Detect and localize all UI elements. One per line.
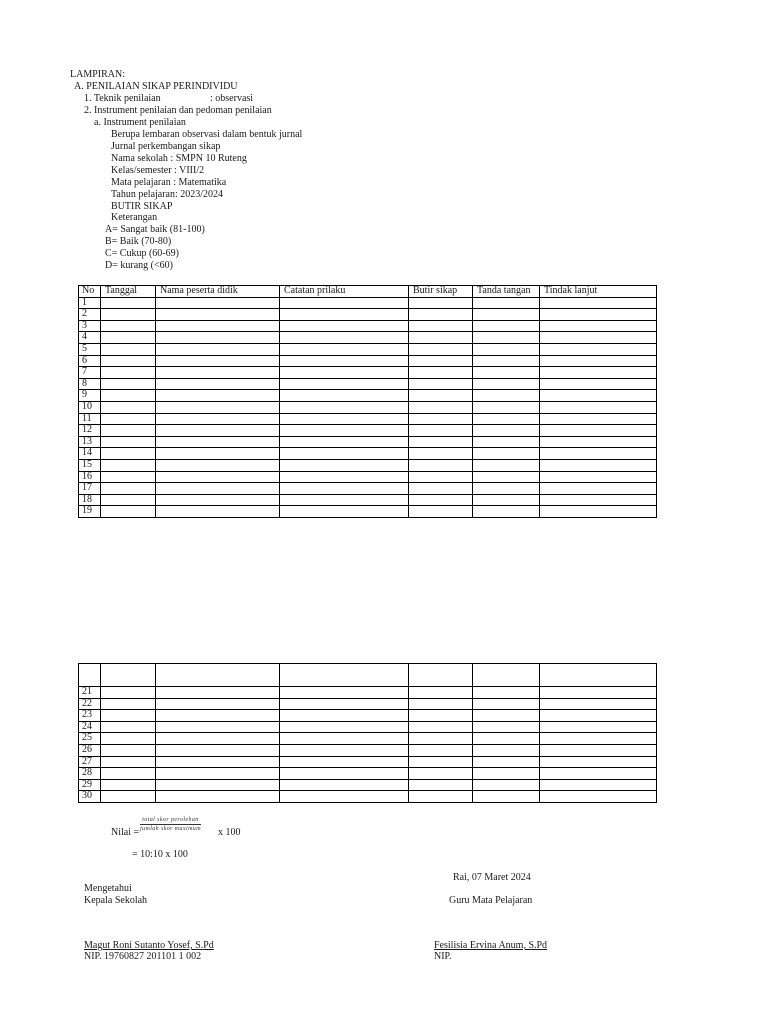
table-cell xyxy=(409,355,473,367)
table-cell xyxy=(280,448,409,460)
table-cell xyxy=(280,791,409,803)
table-cell xyxy=(101,779,156,791)
table-cell xyxy=(473,664,540,687)
table-cell xyxy=(409,297,473,309)
row-number: 29 xyxy=(79,779,101,791)
keterangan-heading: Keterangan xyxy=(111,212,158,223)
table-cell xyxy=(101,320,156,332)
table-cell xyxy=(101,506,156,518)
row-number: 7 xyxy=(79,367,101,379)
table-cell xyxy=(280,309,409,321)
table-cell xyxy=(540,320,657,332)
table-row xyxy=(79,687,657,699)
table-cell xyxy=(409,664,473,687)
table-cell xyxy=(409,710,473,722)
table-cell xyxy=(156,494,280,506)
row-number: 18 xyxy=(79,494,101,506)
table-cell xyxy=(409,343,473,355)
table-cell xyxy=(473,721,540,733)
row-number: 10 xyxy=(79,401,101,413)
table-cell xyxy=(101,687,156,699)
row-number: 28 xyxy=(79,768,101,780)
principal-title: Kepala Sekolah xyxy=(84,895,148,906)
table-cell xyxy=(473,733,540,745)
table-cell xyxy=(101,378,156,390)
table-header-row xyxy=(79,286,657,298)
row-number: 19 xyxy=(79,506,101,518)
row-number: 11 xyxy=(79,413,101,425)
table-cell xyxy=(156,320,280,332)
teacher-name: Fesilisia Ervina Anum, S.Pd xyxy=(434,940,548,951)
table-cell xyxy=(101,390,156,402)
row-number: 23 xyxy=(79,710,101,722)
table-cell xyxy=(156,779,280,791)
table-cell xyxy=(540,710,657,722)
table-cell xyxy=(280,459,409,471)
table-cell xyxy=(280,687,409,699)
table-row xyxy=(79,425,657,437)
subject: Mata pelajaran : Matematika xyxy=(111,177,227,188)
table-cell xyxy=(156,390,280,402)
table-cell xyxy=(101,768,156,780)
table-row xyxy=(79,744,657,756)
table-cell xyxy=(280,355,409,367)
table-cell xyxy=(540,698,657,710)
table-cell xyxy=(473,309,540,321)
table-cell xyxy=(540,483,657,495)
table-cell xyxy=(101,425,156,437)
table-row xyxy=(79,297,657,309)
table-cell xyxy=(409,687,473,699)
mengetahui-label: Mengetahui xyxy=(84,883,132,894)
table-cell xyxy=(540,506,657,518)
table-cell xyxy=(540,436,657,448)
table-cell xyxy=(409,320,473,332)
table-cell xyxy=(540,425,657,437)
table-cell xyxy=(101,448,156,460)
table-cell xyxy=(473,332,540,344)
fraction-numerator: total skor perolehan xyxy=(140,817,201,825)
table-cell xyxy=(156,436,280,448)
row-number: 26 xyxy=(79,744,101,756)
row-number: 27 xyxy=(79,756,101,768)
table-row xyxy=(79,483,657,495)
table-cell xyxy=(280,664,409,687)
table-cell xyxy=(156,710,280,722)
table-cell xyxy=(473,355,540,367)
table-row xyxy=(79,390,657,402)
table-row-continuation xyxy=(79,664,657,687)
formula-result: = 10:10 x 100 xyxy=(132,849,188,860)
table-cell xyxy=(101,297,156,309)
table-row xyxy=(79,710,657,722)
table-cell xyxy=(540,791,657,803)
grade-b: B= Baik (70-80) xyxy=(105,236,172,247)
table-cell xyxy=(540,343,657,355)
table-cell xyxy=(409,390,473,402)
table-cell xyxy=(101,494,156,506)
table-cell xyxy=(473,413,540,425)
table-cell xyxy=(280,401,409,413)
table-cell xyxy=(101,471,156,483)
section-a-heading: A. PENILAIAN SIKAP PERINDIVIDU xyxy=(74,81,238,92)
table-cell xyxy=(156,506,280,518)
school-name: Nama sekolah : SMPN 10 Ruteng xyxy=(111,153,247,164)
table-cell xyxy=(409,448,473,460)
table-cell xyxy=(473,494,540,506)
table-cell xyxy=(409,791,473,803)
table-cell xyxy=(540,390,657,402)
table-cell xyxy=(473,320,540,332)
instrument-sub-heading: a. Instrument penilaian xyxy=(94,117,186,128)
table-cell xyxy=(101,721,156,733)
grade-c: C= Cukup (60-69) xyxy=(105,248,179,259)
column-header: Catatan prilaku xyxy=(280,286,409,298)
row-number: 9 xyxy=(79,390,101,402)
table-row xyxy=(79,401,657,413)
table-cell xyxy=(156,459,280,471)
table-row xyxy=(79,733,657,745)
table-cell xyxy=(473,698,540,710)
info-line: Jurnal perkembangan sikap xyxy=(111,141,221,152)
table-cell xyxy=(156,448,280,460)
row-number: 8 xyxy=(79,378,101,390)
row-number: 1 xyxy=(79,297,101,309)
table-cell xyxy=(540,401,657,413)
table-cell xyxy=(156,425,280,437)
row-number: 15 xyxy=(79,459,101,471)
table-cell xyxy=(409,698,473,710)
table-cell xyxy=(101,791,156,803)
table-cell xyxy=(473,390,540,402)
table-cell xyxy=(280,320,409,332)
table-cell xyxy=(280,343,409,355)
table-cell xyxy=(473,459,540,471)
row-number: 3 xyxy=(79,320,101,332)
row-number: 22 xyxy=(79,698,101,710)
table-cell xyxy=(409,721,473,733)
grade-a: A= Sangat baik (81-100) xyxy=(105,224,205,235)
table-cell xyxy=(540,756,657,768)
column-header: No xyxy=(79,286,101,298)
table-cell xyxy=(101,756,156,768)
table-cell xyxy=(409,436,473,448)
column-header: Tindak lanjut xyxy=(540,286,657,298)
table-cell xyxy=(540,367,657,379)
table-cell xyxy=(156,355,280,367)
table-cell xyxy=(473,401,540,413)
table-cell xyxy=(409,768,473,780)
table-cell xyxy=(540,733,657,745)
table-cell xyxy=(540,721,657,733)
table-row xyxy=(79,320,657,332)
table-cell xyxy=(540,664,657,687)
class-semester: Kelas/semester : VIII/2 xyxy=(111,165,205,176)
table-cell xyxy=(101,355,156,367)
table-row xyxy=(79,343,657,355)
fraction xyxy=(140,817,201,832)
table-cell xyxy=(540,448,657,460)
table-cell xyxy=(280,710,409,722)
table-cell xyxy=(409,378,473,390)
table-cell xyxy=(473,448,540,460)
table-cell xyxy=(409,779,473,791)
table-row xyxy=(79,791,657,803)
table-cell xyxy=(280,768,409,780)
table-cell xyxy=(280,483,409,495)
table-cell xyxy=(280,756,409,768)
instrument-heading: 2. Instrument penilaian dan pedoman penilaian xyxy=(84,105,272,116)
table-cell xyxy=(540,378,657,390)
observation-table xyxy=(78,285,657,518)
table-row xyxy=(79,471,657,483)
row-number: 6 xyxy=(79,355,101,367)
table-cell xyxy=(540,494,657,506)
table-cell xyxy=(280,332,409,344)
table-row xyxy=(79,355,657,367)
table-row xyxy=(79,459,657,471)
table-row xyxy=(79,332,657,344)
column-header: Butir sikap xyxy=(409,286,473,298)
table-cell xyxy=(101,698,156,710)
table-cell xyxy=(101,309,156,321)
info-line: Berupa lembaran observasi dalam bentuk jurnal xyxy=(111,129,303,140)
table-cell xyxy=(409,471,473,483)
table-cell xyxy=(156,768,280,780)
table-row xyxy=(79,309,657,321)
observation-table-continued xyxy=(78,663,657,803)
table-cell xyxy=(409,401,473,413)
table-cell xyxy=(540,413,657,425)
table-cell xyxy=(280,378,409,390)
table-cell xyxy=(540,687,657,699)
table-cell xyxy=(101,483,156,495)
table-cell xyxy=(156,733,280,745)
table-cell xyxy=(156,471,280,483)
teacher-title: Guru Mata Pelajaran xyxy=(449,895,533,906)
table-cell xyxy=(473,756,540,768)
table-cell xyxy=(409,506,473,518)
table-cell xyxy=(409,483,473,495)
teacher-nip: NIP. xyxy=(434,951,452,962)
table-cell xyxy=(101,401,156,413)
table-cell xyxy=(156,687,280,699)
table-cell xyxy=(409,744,473,756)
row-number: 4 xyxy=(79,332,101,344)
table-cell xyxy=(79,664,101,687)
table-cell xyxy=(101,744,156,756)
table-cell xyxy=(156,756,280,768)
row-number: 14 xyxy=(79,448,101,460)
table-cell xyxy=(156,297,280,309)
table-row xyxy=(79,367,657,379)
row-number: 2 xyxy=(79,309,101,321)
row-number: 21 xyxy=(79,687,101,699)
table-cell xyxy=(473,297,540,309)
principal-nip: NIP. 19760827 201101 1 002 xyxy=(84,951,202,962)
table-cell xyxy=(540,297,657,309)
table-row xyxy=(79,494,657,506)
table-cell xyxy=(101,413,156,425)
table-row xyxy=(79,448,657,460)
table-cell xyxy=(101,436,156,448)
grade-d: D= kurang (<60) xyxy=(105,260,173,271)
table-cell xyxy=(409,309,473,321)
column-header: Tanda tangan xyxy=(473,286,540,298)
table-cell xyxy=(473,378,540,390)
table-cell xyxy=(156,698,280,710)
table-cell xyxy=(540,779,657,791)
table-row xyxy=(79,378,657,390)
table-cell xyxy=(101,733,156,745)
table-cell xyxy=(473,710,540,722)
table-cell xyxy=(409,367,473,379)
table-cell xyxy=(156,744,280,756)
table-cell xyxy=(101,367,156,379)
table-cell xyxy=(156,343,280,355)
table-cell xyxy=(280,367,409,379)
table-cell xyxy=(409,425,473,437)
table-cell xyxy=(280,471,409,483)
table-cell xyxy=(101,332,156,344)
row-number: 16 xyxy=(79,471,101,483)
table-row xyxy=(79,721,657,733)
table-cell xyxy=(473,425,540,437)
table-cell xyxy=(156,378,280,390)
table-cell xyxy=(409,756,473,768)
table-cell xyxy=(101,710,156,722)
row-number: 25 xyxy=(79,733,101,745)
table-cell xyxy=(473,779,540,791)
formula-suffix: x 100 xyxy=(218,827,241,838)
table-cell xyxy=(409,733,473,745)
table-cell xyxy=(156,332,280,344)
table-cell xyxy=(473,687,540,699)
table-cell xyxy=(540,332,657,344)
row-number: 12 xyxy=(79,425,101,437)
table-cell xyxy=(409,494,473,506)
row-number: 5 xyxy=(79,343,101,355)
table-cell xyxy=(101,459,156,471)
table-cell xyxy=(473,343,540,355)
table-cell xyxy=(156,791,280,803)
table-cell xyxy=(409,332,473,344)
table-cell xyxy=(156,309,280,321)
row-number: 17 xyxy=(79,483,101,495)
table-cell xyxy=(473,483,540,495)
table-row xyxy=(79,756,657,768)
table-cell xyxy=(156,664,280,687)
table-row xyxy=(79,506,657,518)
table-cell xyxy=(156,413,280,425)
table-cell xyxy=(280,744,409,756)
row-number: 30 xyxy=(79,791,101,803)
table-cell xyxy=(473,744,540,756)
column-header: Tanggal xyxy=(101,286,156,298)
column-header: Nama peserta didik xyxy=(156,286,280,298)
table-cell xyxy=(540,309,657,321)
nilai-label: Nilai = xyxy=(111,827,140,838)
principal-name: Magut Roni Sutanto Yosef, S.Pd xyxy=(84,940,214,951)
table-cell xyxy=(540,459,657,471)
table-cell xyxy=(409,413,473,425)
place-date: Rai, 07 Maret 2024 xyxy=(453,872,531,883)
table-cell xyxy=(280,436,409,448)
table-cell xyxy=(473,768,540,780)
table-cell xyxy=(473,367,540,379)
table-cell xyxy=(280,297,409,309)
butir-sikap-heading: BUTIR SIKAP xyxy=(111,201,173,212)
table-cell xyxy=(280,779,409,791)
table-cell xyxy=(101,343,156,355)
table-cell xyxy=(156,721,280,733)
table-cell xyxy=(101,664,156,687)
teknik-penilaian-value: : observasi xyxy=(210,93,254,104)
table-cell xyxy=(280,506,409,518)
table-cell xyxy=(473,506,540,518)
table-cell xyxy=(540,355,657,367)
table-row xyxy=(79,413,657,425)
table-cell xyxy=(473,471,540,483)
table-cell xyxy=(540,744,657,756)
lampiran-label: LAMPIRAN: xyxy=(70,69,126,80)
table-cell xyxy=(156,401,280,413)
table-cell xyxy=(540,768,657,780)
table-row xyxy=(79,779,657,791)
table-cell xyxy=(473,791,540,803)
table-row xyxy=(79,698,657,710)
table-cell xyxy=(280,413,409,425)
table-cell xyxy=(473,436,540,448)
teknik-penilaian-label: 1. Teknik penilaian xyxy=(84,93,161,104)
table-cell xyxy=(156,483,280,495)
table-cell xyxy=(156,367,280,379)
table-row xyxy=(79,436,657,448)
table-cell xyxy=(280,733,409,745)
table-cell xyxy=(280,390,409,402)
row-number: 24 xyxy=(79,721,101,733)
fraction-denominator: jumlah skor maximum xyxy=(140,826,201,832)
row-number: 13 xyxy=(79,436,101,448)
table-cell xyxy=(409,459,473,471)
school-year: Tahun pelajaran: 2023/2024 xyxy=(111,189,224,200)
table-cell xyxy=(280,698,409,710)
table-cell xyxy=(280,721,409,733)
table-cell xyxy=(280,425,409,437)
table-cell xyxy=(280,494,409,506)
table-row xyxy=(79,768,657,780)
table-cell xyxy=(540,471,657,483)
